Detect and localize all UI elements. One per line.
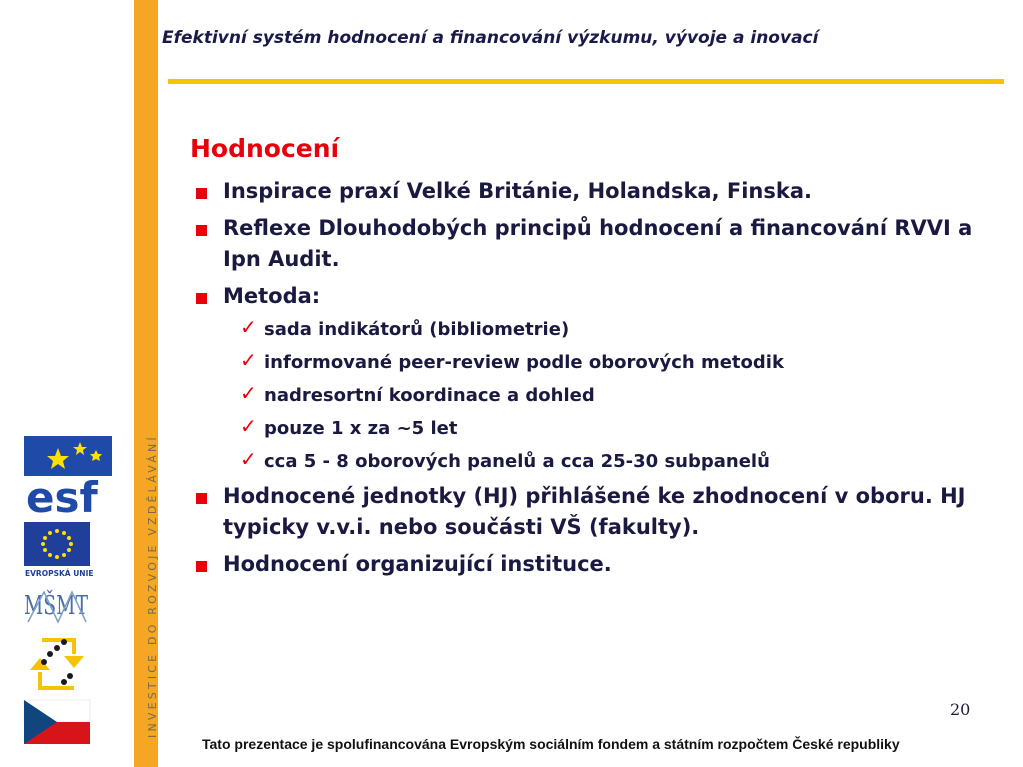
bullet-text: Hodnocené jednotky (HJ) přihlášené ke zhodnocení v oboru. HJ typicky v.v.i. nebo součásti VŠ (fakulty). [223, 484, 966, 539]
msmt-logo-text: MŠMT [24, 591, 113, 621]
sub-bullet-item [190, 349, 990, 376]
czech-flag-logo [24, 700, 90, 744]
checkmark-icon: ✓ [240, 315, 257, 339]
square-bullet-icon [196, 188, 207, 199]
bullet-item [190, 481, 990, 543]
bullet-item [190, 176, 990, 207]
bullet-item [190, 549, 990, 580]
bullet-list [190, 176, 990, 586]
sub-bullet-text: cca 5 - 8 oborových panelů a cca 25-30 subpanelů [264, 451, 770, 472]
checkmark-icon: ✓ [240, 447, 257, 471]
sub-bullet-text: pouze 1 x za ~5 let [264, 418, 458, 439]
checkmark-icon: ✓ [240, 414, 257, 438]
bullet-text: Metoda: [223, 284, 321, 308]
sub-bullet-text: sada indikátorů (bibliometrie) [264, 319, 570, 340]
square-bullet-icon [196, 293, 207, 304]
sub-bullet-list [190, 316, 990, 475]
sub-bullet-text: nadresortní koordinace a dohled [264, 385, 595, 406]
sub-bullet-item [190, 415, 990, 442]
msmt-logo [24, 582, 113, 628]
sub-list-wrapper [190, 316, 990, 475]
bullet-text: Hodnocení organizující instituce. [223, 552, 612, 576]
square-bullet-icon [196, 225, 207, 236]
header-rule [168, 79, 1004, 84]
checkmark-icon: ✓ [240, 381, 257, 405]
sub-bullet-item [190, 382, 990, 409]
bullet-text: Inspirace praxí Velké Británie, Holandska, Finska. [223, 179, 812, 203]
eu-logo-text: EVROPSKÁ UNIE [25, 569, 94, 578]
page-number: 20 [950, 700, 971, 719]
bullet-item [190, 213, 990, 275]
esf-logo [24, 436, 112, 522]
arrows-logo [24, 632, 90, 694]
side-label: INVESTICE DO ROZVOJE VZDĚLÁVÁNÍ [146, 434, 159, 738]
footer-text: Tato prezentace je spolufinancována Evropským sociálním fondem a státním rozpočtem České republiky [202, 736, 900, 752]
bullet-item [190, 281, 990, 312]
sub-bullet-item [190, 448, 990, 475]
sub-bullet-text: informované peer-review podle oborových metodik [264, 352, 784, 373]
sub-bullet-item [190, 316, 990, 343]
header-title: Efektivní systém hodnocení a financování výzkumu, vývoje a inovací [162, 28, 819, 48]
square-bullet-icon [196, 493, 207, 504]
bullet-text: Reflexe Dlouhodobých principů hodnocení a financování RVVI a Ipn Audit. [223, 216, 973, 271]
square-bullet-icon [196, 561, 207, 572]
checkmark-icon: ✓ [240, 348, 257, 372]
esf-logo-text: esf [26, 473, 98, 522]
slide-heading: Hodnocení [190, 134, 340, 163]
eu-flag-logo [24, 522, 94, 578]
